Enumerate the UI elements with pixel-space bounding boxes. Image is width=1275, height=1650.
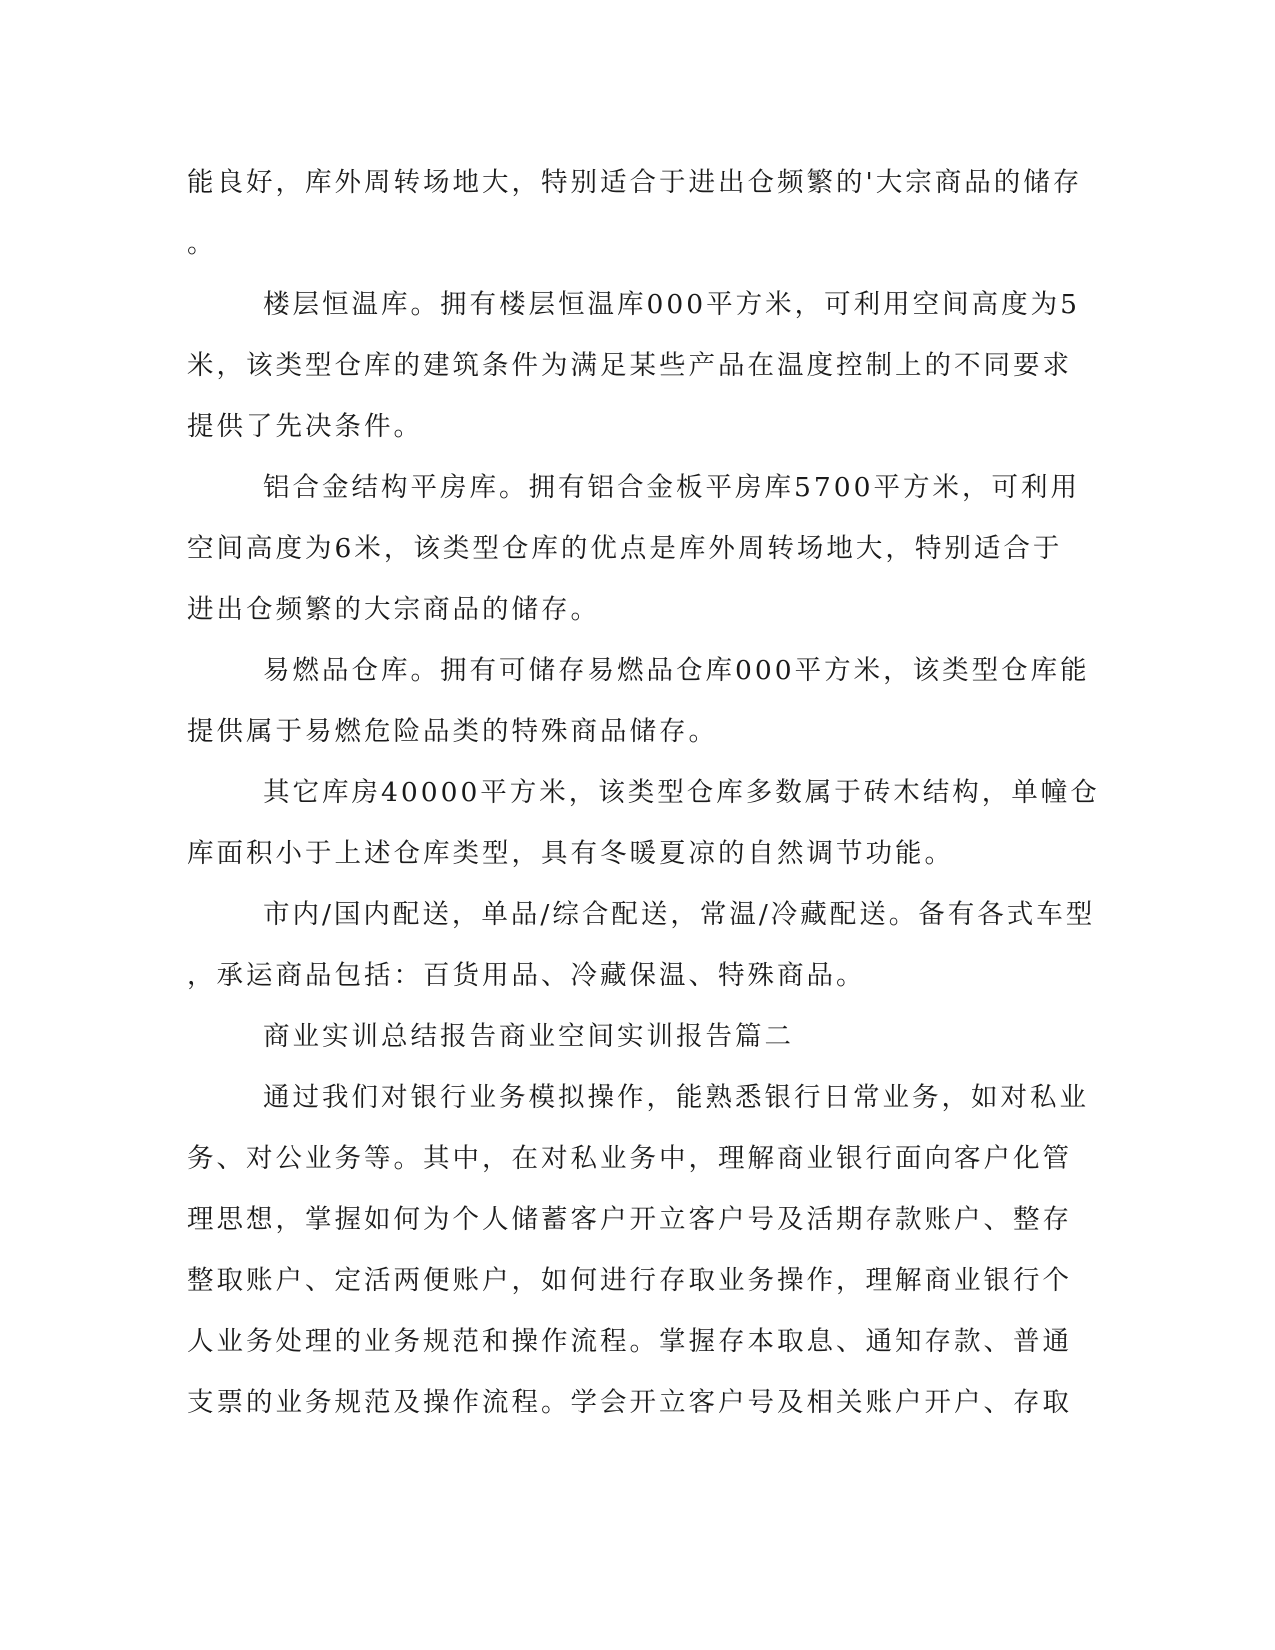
text-line: 铝合金结构平房库。拥有铝合金板平房库5700平方米，可利用: [263, 472, 1080, 503]
text-line: 库面积小于上述仓库类型，具有冬暖夏凉的自然调节功能。: [187, 838, 954, 869]
text-line: 其它库房40000平方米，该类型仓库多数属于砖木结构，单幢仓: [263, 777, 1100, 808]
text-line: 提供了先决条件。: [187, 411, 423, 442]
text-line: 提供属于易燃危险品类的特殊商品储存。: [187, 716, 718, 747]
text-line: 理思想，掌握如何为个人储蓄客户开立客户号及活期存款账户、整存: [187, 1204, 1072, 1235]
text-line: 支票的业务规范及操作流程。学会开立客户号及相关账户开户、存取: [187, 1387, 1072, 1418]
text-line: 通过我们对银行业务模拟操作，能熟悉银行日常业务，如对私业: [263, 1082, 1089, 1113]
text-line: 进出仓频繁的大宗商品的储存。: [187, 594, 600, 625]
text-line: 务、对公业务等。其中，在对私业务中，理解商业银行面向客户化管: [187, 1143, 1072, 1174]
text-line: 能良好，库外周转场地大，特别适合于进出仓频繁的'大宗商品的储存: [187, 167, 1083, 198]
document-body: [187, 152, 1100, 1433]
text-line: 米，该类型仓库的建筑条件为满足某些产品在温度控制上的不同要求: [187, 350, 1072, 381]
text-line: 易燃品仓库。拥有可储存易燃品仓库000平方米，该类型仓库能: [263, 655, 1090, 686]
text-line: 商业实训总结报告商业空间实训报告篇二: [263, 1021, 794, 1052]
text-line: ，承运商品包括：百货用品、冷藏保温、特殊商品。: [187, 960, 866, 991]
text-line: 整取账户、定活两便账户，如何进行存取业务操作，理解商业银行个: [187, 1265, 1072, 1296]
text-line: 市内/国内配送，单品/综合配送，常温/冷藏配送。备有各式车型: [263, 899, 1096, 930]
text-line: 人业务处理的业务规范和操作流程。掌握存本取息、通知存款、普通: [187, 1326, 1072, 1357]
text-line: 。: [187, 228, 217, 259]
text-line: 楼层恒温库。拥有楼层恒温库000平方米，可利用空间高度为5: [263, 289, 1080, 320]
text-line: 空间高度为6米，该类型仓库的优点是库外周转场地大，特别适合于: [187, 533, 1063, 564]
